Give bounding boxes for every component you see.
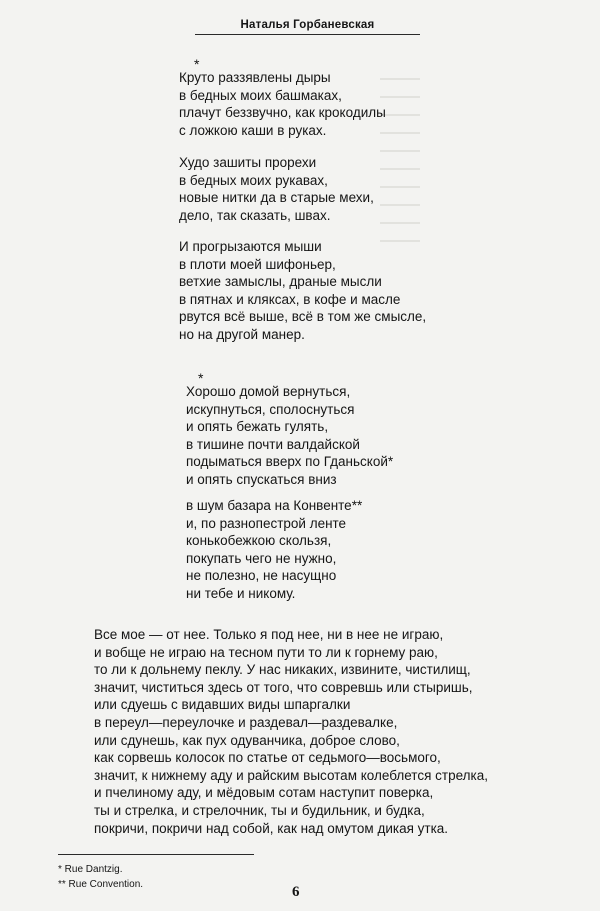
- verse-line: и опять бежать гулять,: [186, 419, 329, 435]
- verse-line: покричи, покричи над собой, как над омутом дикая утка.: [94, 820, 449, 836]
- verse-line: И прогрызаются мыши: [179, 239, 322, 254]
- verse-line: конькобежкою скользя,: [186, 533, 332, 549]
- verse-line: в плоти моей шифоньер,: [179, 256, 336, 272]
- verse-line: Худо зашиты прорехи: [179, 155, 317, 170]
- verse-line: как сорвешь колосок по статье от седьмого—восьмого,: [94, 750, 441, 766]
- verse-line: в шум базара на Конвенте**: [186, 498, 363, 513]
- verse-line: Все мое — от нее. Только я под нее, ни в нее не играю,: [94, 627, 444, 642]
- verse-line: искупнуться, сполоснуться: [186, 401, 355, 417]
- verse-line: в переул—переулочке и раздевал—раздевалке,: [94, 714, 398, 730]
- footnote-2: ** Rue Convention.: [58, 879, 144, 890]
- poem1-marker: *: [194, 56, 200, 72]
- page-number: 6: [292, 884, 300, 900]
- verse-line: в бедных моих башмаках,: [179, 87, 342, 103]
- verse-line: то ли к дольнему пеклу. У нас никаких, извините, чистилищ,: [94, 662, 471, 678]
- poem1-stanza-3: [179, 238, 426, 344]
- verse-line: в тишине почти валдайской: [186, 436, 360, 452]
- verse-line: ты и стрелка, и стрелочник, ты и будильник, и будка,: [94, 802, 425, 818]
- poem1-stanza-1: [179, 69, 386, 139]
- poem2-stanza-1: [186, 383, 393, 489]
- verse-line: Круто раззявлены дыры: [179, 70, 331, 85]
- verse-line: покупать чего не нужно,: [186, 550, 337, 566]
- poem2-marker: *: [198, 370, 204, 386]
- verse-line: не полезно, не насущно: [186, 568, 337, 584]
- bleed-through-lines: [380, 78, 420, 258]
- verse-line: рвутся всё выше, всё в том же смысле,: [179, 309, 427, 325]
- verse-line: подыматься вверх по Гданьской*: [186, 454, 394, 470]
- verse-line: и опять спускаться вниз: [186, 471, 337, 487]
- verse-line: плачут беззвучно, как крокодилы: [179, 105, 386, 121]
- verse-line: ни тебе и никому.: [186, 585, 296, 601]
- running-header: Наталья Горбаневская: [195, 19, 420, 35]
- verse-line: и вобще не играю на тесном пути то ли к горнему раю,: [94, 644, 438, 660]
- verse-line: но на другой манер.: [179, 326, 305, 342]
- verse-line: и пчелиному аду, и мёдовым сотам наступит поверка,: [94, 785, 434, 801]
- footnote-divider: [58, 854, 254, 855]
- verse-line: ветхие замыслы, драные мысли: [179, 274, 382, 290]
- long-verse-block: [94, 626, 488, 837]
- verse-line: значит, чиститься здесь от того, что совревшь или стыришь,: [94, 679, 473, 695]
- verse-line: Хорошо домой вернуться,: [186, 384, 351, 399]
- verse-line: в пятнах и кляксах, в кофе и масле: [179, 291, 401, 307]
- footnote-1: * Rue Dantzig.: [58, 864, 123, 875]
- verse-line: новые нитки да в старые мехи,: [179, 190, 374, 206]
- verse-line: значит, к нижнему аду и райским высотам колеблется стрелка,: [94, 767, 488, 783]
- verse-line: или сдунешь, как пух одуванчика, доброе слово,: [94, 732, 400, 748]
- verse-line: с ложкою каши в руках.: [179, 122, 327, 138]
- verse-line: дело, так сказать, швах.: [179, 207, 331, 223]
- poem2-stanza-2: [186, 497, 362, 603]
- verse-line: в бедных моих рукавах,: [179, 172, 328, 188]
- verse-line: или сдуешь с видавших виды шпаргалки: [94, 697, 351, 713]
- poem1-stanza-2: [179, 154, 374, 224]
- verse-line: и, по разнопестрой ленте: [186, 515, 347, 531]
